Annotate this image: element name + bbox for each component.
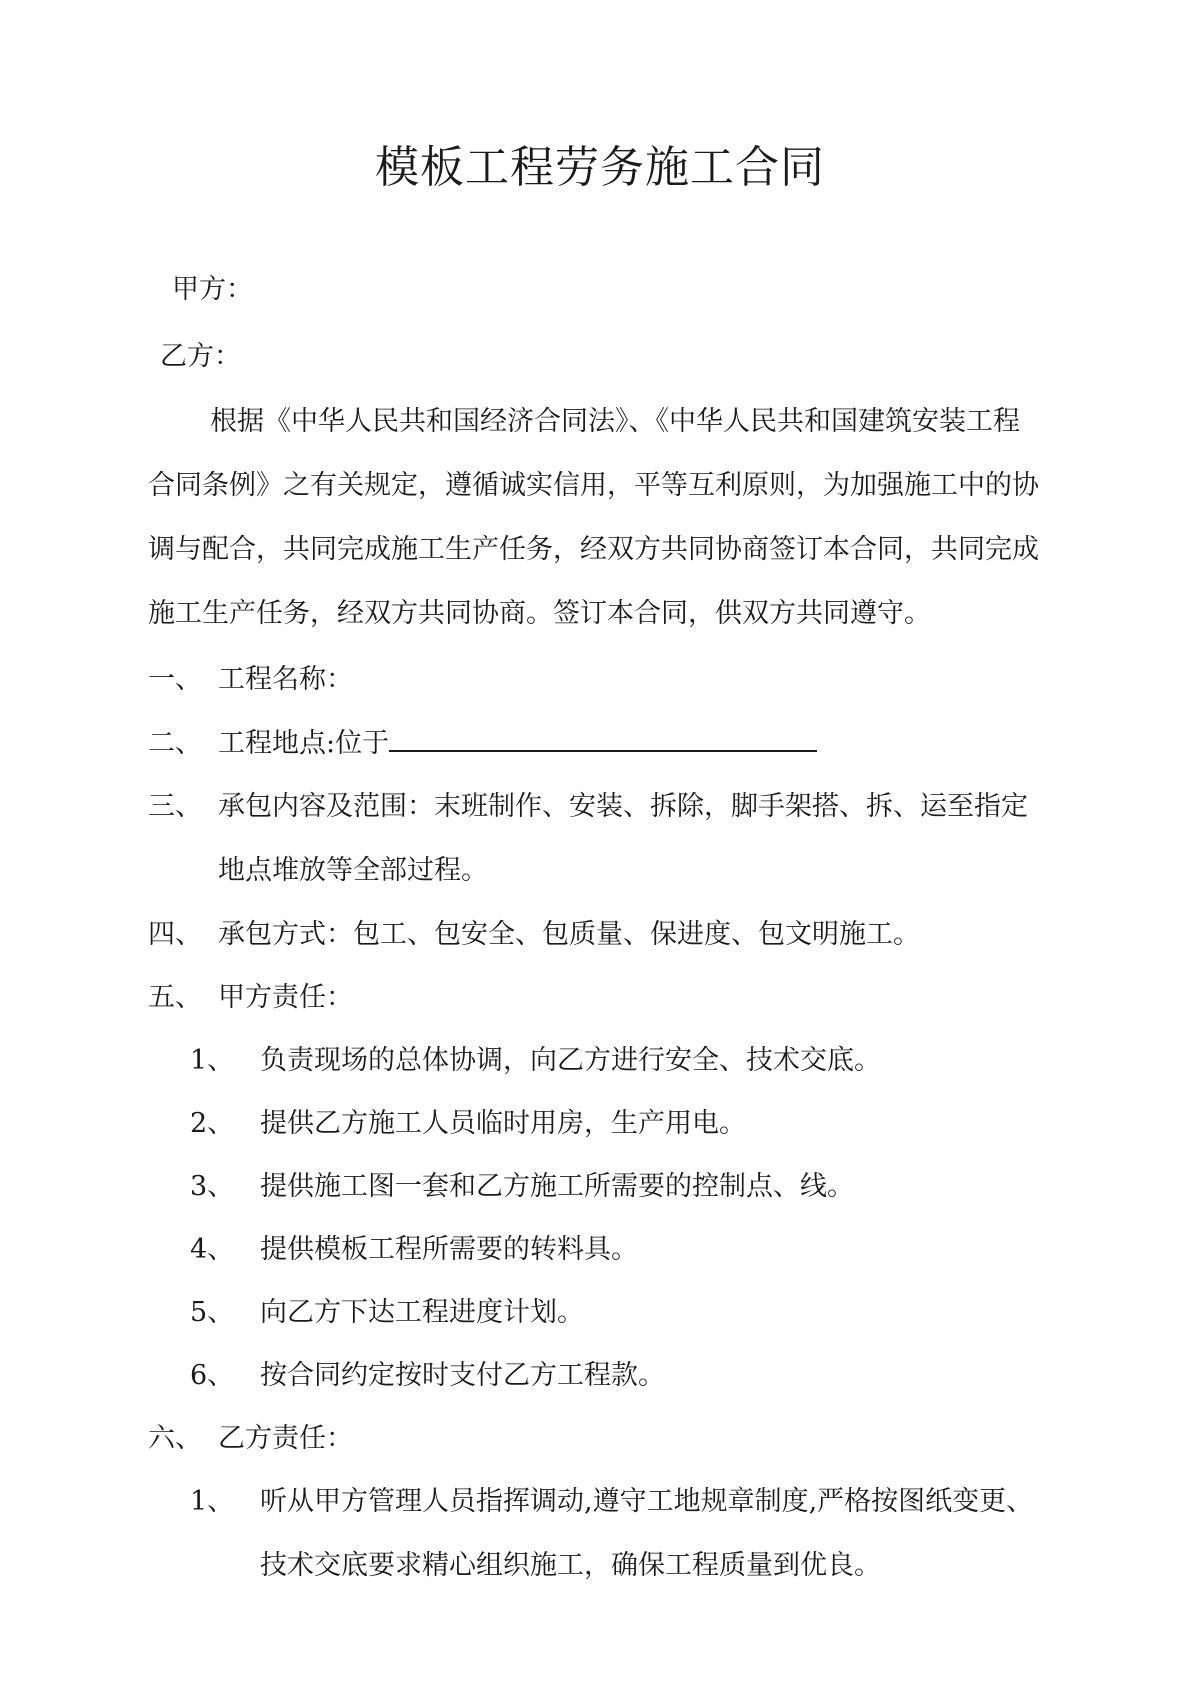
section-3-continuation: 地点堆放等全部过程。: [218, 855, 488, 886]
section-3-number: 三、: [148, 791, 202, 822]
a-duty-3-text: 提供施工图一套和乙方施工所需要的控制点、线。: [260, 1171, 854, 1202]
section-5-number: 五、: [148, 982, 202, 1013]
a-duty-5-number: 5、: [190, 1297, 235, 1328]
a-duty-6-number: 6、: [190, 1360, 235, 1391]
section-2-text: 工程地点:位于: [218, 728, 390, 759]
intro-line-3: 调与配合，共同完成施工生产任务，经双方共同协商签订本合同，共同完成: [148, 534, 1039, 565]
section-5-text: 甲方责任：: [218, 982, 353, 1013]
section-6-number: 六、: [148, 1423, 202, 1454]
intro-line-1: 根据《中华人民共和国经济合同法》、《中华人民共和国建筑安装工程: [210, 406, 1020, 437]
a-duty-1-number: 1、: [190, 1045, 235, 1076]
section-3-text: 承包内容及范围：末班制作、安装、拆除，脚手架搭、拆、运至指定: [218, 791, 1028, 822]
document-title: 模板工程劳务施工合同: [375, 142, 825, 193]
section-6-text: 乙方责任：: [218, 1423, 353, 1454]
b-duty-1-text: 听从甲方管理人员指挥调动,遵守工地规章制度,严格按图纸变更、: [260, 1486, 1034, 1517]
a-duty-5-text: 向乙方下达工程进度计划。: [260, 1297, 584, 1328]
a-duty-4-number: 4、: [190, 1234, 235, 1265]
section-2-row: [218, 724, 817, 764]
a-duty-3-number: 3、: [190, 1171, 235, 1202]
a-duty-2-number: 2、: [190, 1108, 235, 1139]
b-duty-1-number: 1、: [190, 1486, 235, 1517]
intro-line-4: 施工生产任务，经双方共同协商。签订本合同，供双方共同遵守。: [148, 598, 931, 629]
party-b-label: 乙方：: [160, 341, 241, 372]
intro-line-2: 合同条例》之有关规定，遵循诚实信用，平等互利原则，为加强施工中的协: [148, 470, 1039, 501]
section-4-text: 承包方式：包工、包安全、包质量、保进度、包文明施工。: [218, 919, 920, 950]
section-1-number: 一、: [148, 664, 202, 695]
party-a-label: 甲方：: [172, 274, 253, 305]
blank-underline: [389, 724, 817, 752]
section-4-number: 四、: [148, 919, 202, 950]
a-duty-6-text: 按合同约定按时支付乙方工程款。: [260, 1360, 665, 1391]
a-duty-4-text: 提供模板工程所需要的转料具。: [260, 1234, 638, 1265]
a-duty-1-text: 负责现场的总体协调，向乙方进行安全、技术交底。: [260, 1045, 881, 1076]
a-duty-2-text: 提供乙方施工人员临时用房，生产用电。: [260, 1108, 746, 1139]
b-duty-1-continuation: 技术交底要求精心组织施工，确保工程质量到优良。: [260, 1550, 881, 1581]
section-1-text: 工程名称：: [218, 664, 353, 695]
section-2-number: 二、: [148, 728, 202, 759]
